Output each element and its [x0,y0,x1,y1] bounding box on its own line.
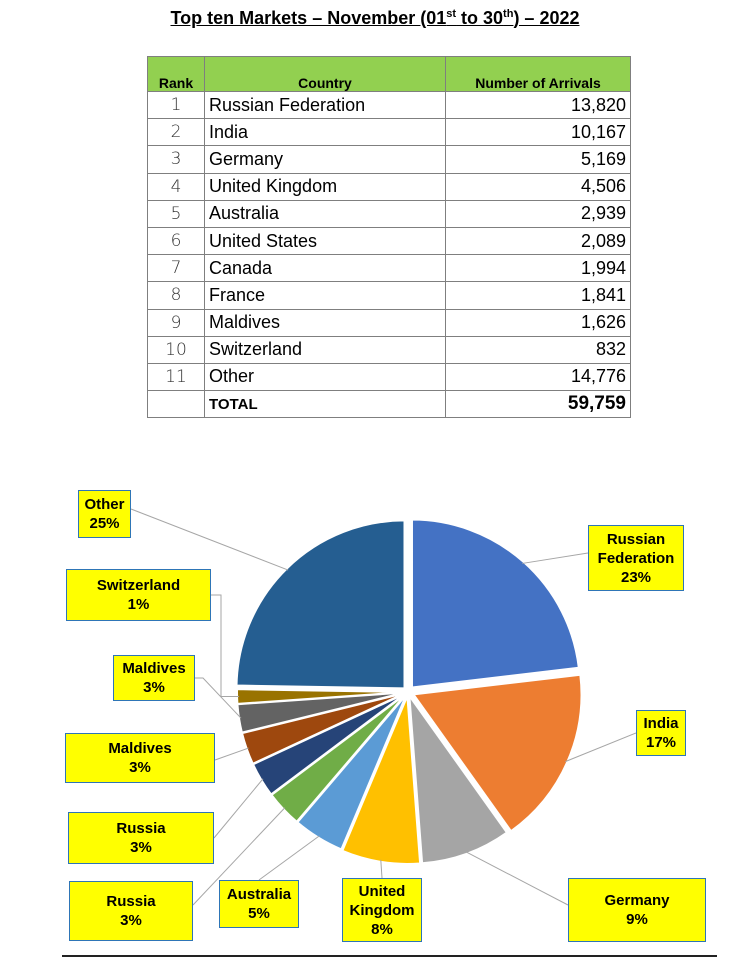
data-label-pct: 3% [129,759,151,776]
leader-line [214,779,263,838]
country-cell: Canada [205,255,446,282]
country-cell: Germany [205,146,446,173]
rank-cell: 9 [148,309,205,336]
data-label-name: Switzerland [96,577,181,594]
page-title: Top ten Markets – November (01st to 30th) – 2022 [170,8,580,28]
leader-line [259,836,319,880]
data-label-pct: 9% [626,911,648,928]
leader-line [211,595,239,696]
arrivals-cell: 10,167 [446,119,631,146]
data-label-name: Russian Federation [597,530,675,567]
country-cell: France [205,282,446,309]
country-cell: Maldives [205,309,446,336]
table-row [148,227,631,254]
data-label-pct: 3% [130,839,152,856]
data-label [65,733,215,783]
arrivals-cell: 1,626 [446,309,631,336]
data-label [69,881,193,941]
leader-line [195,678,241,718]
arrivals-cell: 4,506 [446,173,631,200]
data-label-pct: 23% [620,568,652,586]
arrivals-cell: 2,089 [446,227,631,254]
data-label [636,710,686,756]
table-header-row [148,57,631,92]
country-cell: Russian Federation [205,92,446,119]
total-row [148,391,631,418]
data-label [113,655,195,701]
data-label [68,812,214,864]
rank-cell: 2 [148,119,205,146]
total-label: TOTAL [205,391,446,418]
country-cell: India [205,119,446,146]
table-row [148,119,631,146]
country-cell: Other [205,363,446,390]
country-cell: Switzerland [205,336,446,363]
data-label-name: Maldives [122,660,186,677]
leader-line [131,509,288,570]
rank-cell: 3 [148,146,205,173]
rank-cell: 8 [148,282,205,309]
arrivals-cell: 1,994 [446,255,631,282]
data-label-name: Russia [106,893,156,910]
data-label-pct: 8% [371,920,393,938]
data-label-name: Russia [116,820,166,837]
table-row [148,173,631,200]
data-label [78,490,131,538]
country-cell: Australia [205,200,446,227]
arrivals-cell: 832 [446,336,631,363]
table-row [148,200,631,227]
bottom-rule [62,955,717,957]
pie-chart [0,460,750,964]
rank-cell: 6 [148,227,205,254]
data-label [588,525,684,591]
header-rank: Rank [148,57,205,92]
arrivals-cell: 5,169 [446,146,631,173]
rank-cell: 7 [148,255,205,282]
data-label-name: Maldives [108,740,172,757]
table-row [148,363,631,390]
data-label-name: Australia [226,886,292,903]
data-label-name: United Kingdom [349,882,415,919]
table-row [148,92,631,119]
data-label [568,878,706,942]
rank-cell: 4 [148,173,205,200]
leader-line [522,553,588,563]
header-arrivals: Number of Arrivals [446,57,631,92]
table-row [148,336,631,363]
data-label-pct: 3% [143,679,165,696]
arrivals-cell: 2,939 [446,200,631,227]
country-cell: United Kingdom [205,173,446,200]
markets-table [147,56,631,418]
leader-line [215,748,249,760]
table-row [148,309,631,336]
data-label-name: Germany [604,892,670,909]
table-row [148,146,631,173]
data-label-pct: 3% [120,912,142,929]
rank-cell: 5 [148,200,205,227]
rank-cell: 1 [148,92,205,119]
data-label [342,878,422,942]
total-rank-cell [148,391,205,418]
rank-cell: 10 [148,336,205,363]
rank-cell: 11 [148,363,205,390]
header-country: Country [205,57,446,92]
pie-slice [412,520,579,688]
data-label-pct: 25% [89,515,120,532]
data-label-pct: 1% [127,596,150,613]
data-label [219,880,299,928]
data-label [66,569,211,621]
table-row [148,255,631,282]
data-label-pct: 5% [248,905,270,922]
pie-slice [237,520,405,688]
arrivals-cell: 1,841 [446,282,631,309]
data-label-name: Other [84,496,125,513]
data-label-name: India [643,715,679,732]
arrivals-cell: 14,776 [446,363,631,390]
table-row [148,282,631,309]
country-cell: United States [205,227,446,254]
data-label-pct: 17% [645,734,677,751]
total-value: 59,759 [446,391,631,418]
leader-line [466,852,568,905]
arrivals-cell: 13,820 [446,92,631,119]
